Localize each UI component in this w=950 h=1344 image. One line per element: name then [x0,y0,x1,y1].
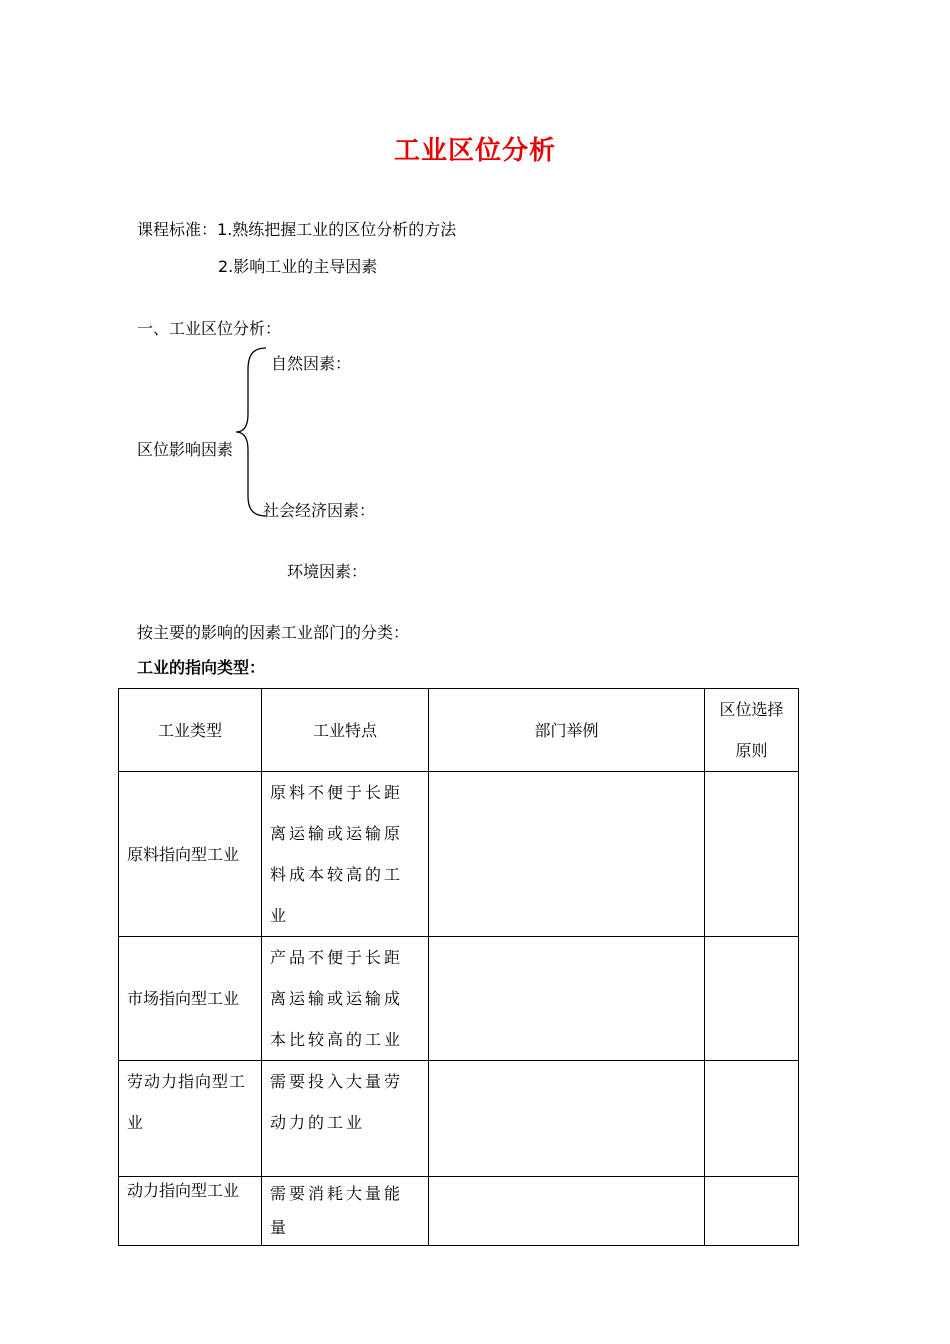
department-example-cell [429,1061,705,1177]
brace-icon [234,346,274,518]
section-heading: 一、工业区位分析： [137,319,282,338]
industry-type-cell: 动力指向型工业 [119,1177,262,1246]
industry-type-cell: 原料指向型工业 [119,772,262,937]
header-industry-feature: 工业特点 [262,689,429,772]
location-factors-label: 区位影响因素 [137,440,234,459]
table-row [119,1177,799,1246]
table-row [119,937,799,1061]
table-caption: 工业的指向类型： [137,658,266,677]
industry-feature-cell: 原料不便于长距离运输或运输原料成本较高的工业 [262,772,429,937]
industry-orientation-table [118,688,799,1246]
header-industry-type: 工业类型 [119,689,262,772]
department-example-cell [429,1177,705,1246]
location-principle-cell [705,1061,799,1177]
industry-feature-cell: 需要投入大量劳动力的工业 [262,1061,429,1177]
table-row [119,772,799,937]
industry-feature-cell: 产品不便于长距离运输或运输成本比较高的工业 [262,937,429,1061]
industry-type-cell: 劳动力指向型工业 [119,1061,262,1177]
location-principle-cell [705,772,799,937]
social-economic-factors-label: 社会经济因素： [263,501,376,520]
industry-feature-cell: 需要消耗大量能量 [262,1177,429,1246]
course-standard-label: 课程标准： [137,220,218,239]
department-example-cell [429,772,705,937]
industry-type-cell: 市场指向型工业 [119,937,262,1061]
department-example-cell [429,937,705,1061]
page-title: 工业区位分析 [393,136,556,166]
classification-text: 按主要的影响的因素工业部门的分类： [137,623,410,642]
table-row [119,1061,799,1177]
header-department-example: 部门举例 [429,689,705,772]
course-standard-item-2: 2.影响工业的主导因素 [218,257,378,276]
natural-factors-label: 自然因素： [271,354,352,373]
environment-factors-label: 环境因素： [287,562,368,581]
header-location-principle: 区位选择原则 [705,689,799,772]
course-standard [137,217,456,240]
course-standard-item-1: 1.熟练把握工业的区位分析的方法 [217,220,457,239]
location-principle-cell [705,937,799,1061]
table-header-row [119,689,799,772]
location-principle-cell [705,1177,799,1246]
